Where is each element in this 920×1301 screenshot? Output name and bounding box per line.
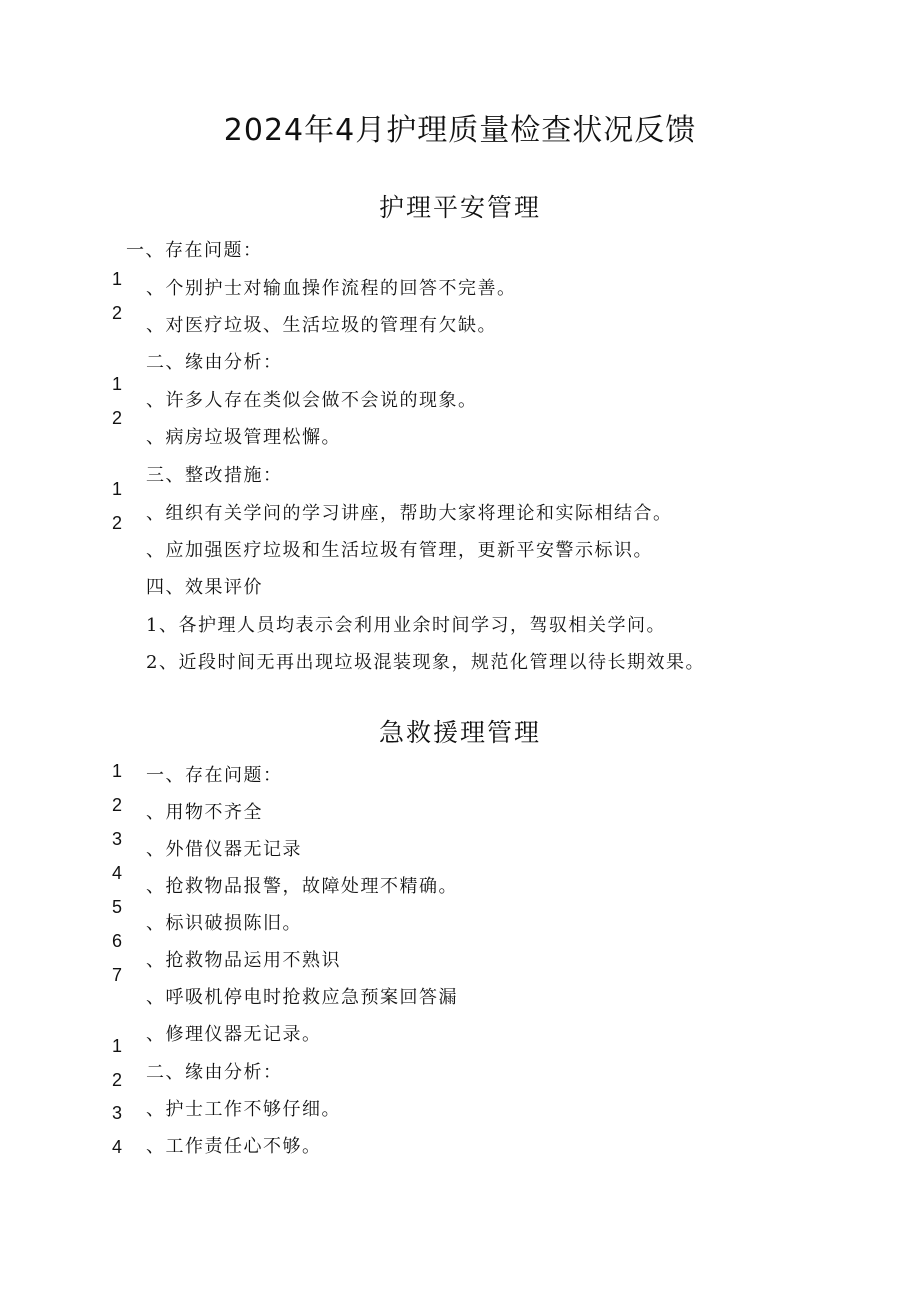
list-number: 2 [112, 513, 123, 533]
heading-cause-analysis: 二、缘由分析： [146, 352, 283, 373]
list-item: 、外借仪器无记录 [146, 839, 302, 860]
list-number: 2 [112, 408, 123, 428]
list-item: 、对医疗垃圾、生活垃圾的管理有欠缺。 [146, 315, 497, 336]
list-item: 、用物不齐全 [146, 802, 263, 823]
list-item: 、应加强医疗垃圾和生活垃圾有管理，更新平安警示标识。 [146, 540, 653, 561]
list-number: 6 [112, 931, 123, 951]
list-number: 4 [112, 863, 123, 883]
list-item: 、呼吸机停电时抢救应急预案回答漏 [146, 987, 458, 1008]
heading-problems: 一、存在问题： [146, 765, 283, 786]
list-number: 1 [112, 1036, 123, 1056]
list-item: 、抢救物品运用不熟识 [146, 950, 341, 971]
list-number: 3 [112, 829, 123, 849]
list-item: 、组织有关学问的学习讲座，帮助大家将理论和实际相结合。 [146, 503, 673, 524]
section-title-emergency: 急救援理管理 [378, 718, 541, 747]
heading-problems: 一、存在问题： [126, 240, 263, 261]
list-item: 、护士工作不够仔细。 [146, 1099, 341, 1120]
list-number: 3 [112, 1103, 123, 1123]
page-title: 2024年4月护理质量检查状况反馈 [223, 113, 697, 148]
section-title-safety: 护理平安管理 [378, 193, 541, 222]
list-number: 5 [112, 897, 123, 917]
list-item: 、病房垃圾管理松懈。 [146, 427, 341, 448]
list-number: 2 [112, 303, 123, 323]
list-item: 、工作责任心不够。 [146, 1136, 322, 1157]
list-item: 、个别护士对输血操作流程的回答不完善。 [146, 278, 517, 299]
list-number: 1 [112, 374, 123, 394]
heading-corrective-measures: 三、整改措施： [146, 465, 283, 486]
heading-effect-evaluation: 四、效果评价 [146, 577, 263, 598]
list-number: 4 [112, 1137, 123, 1157]
list-number: 1 [112, 479, 123, 499]
list-number: 7 [112, 965, 123, 985]
list-item: 、标识破损陈旧。 [146, 913, 302, 934]
list-number: 1 [112, 761, 123, 781]
heading-cause-analysis: 二、缘由分析： [146, 1062, 283, 1083]
list-number: 2 [112, 1070, 123, 1090]
list-number: 2 [112, 795, 123, 815]
list-number: 1 [112, 269, 123, 289]
list-item: 、修理仪器无记录。 [146, 1024, 322, 1045]
list-item: 、抢救物品报警，故障处理不精确。 [146, 876, 458, 897]
list-item: 、许多人存在类似会做不会说的现象。 [146, 390, 478, 411]
list-item: 1、各护理人员均表示会利用业余时间学习，驾驭相关学问。 [146, 615, 666, 636]
list-item: 2、近段时间无再出现垃圾混装现象，规范化管理以待长期效果。 [146, 652, 705, 673]
